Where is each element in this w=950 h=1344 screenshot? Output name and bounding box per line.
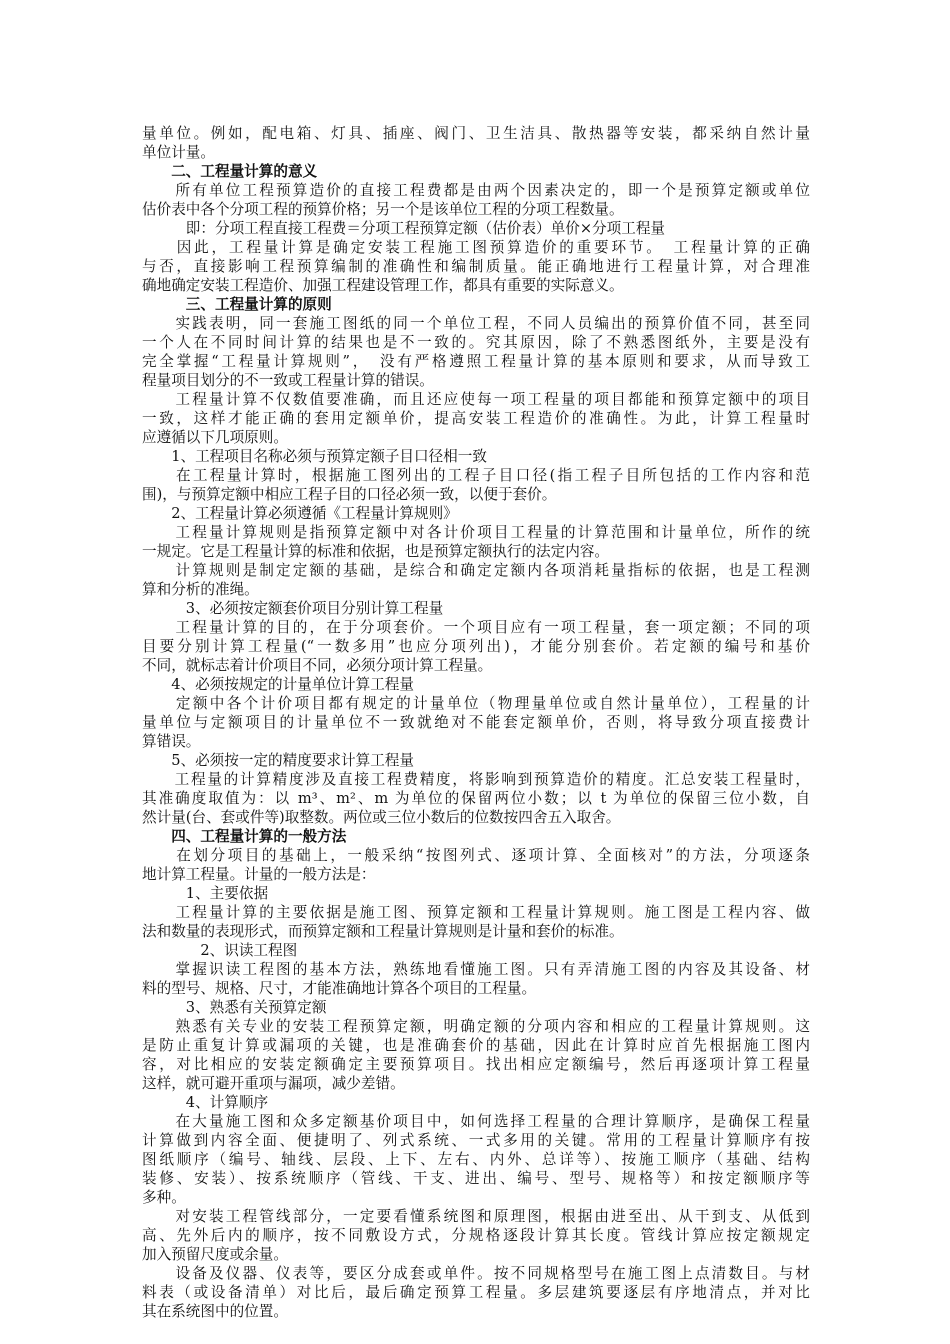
section-heading: 二、工程量计算的意义 [142, 163, 318, 180]
text-line: 掌握识读工程图的基本方法，熟练地看懂施工图。只有弄清施工图的内容及其设备、材 [142, 961, 810, 978]
text-line: 图纸顺序（编号、轴线、层段、上下、左右、内外、总详等）、按施工顺序（基础、结构 [142, 1151, 810, 1168]
text-line: 计算做到内容全面、便捷明了、列式系统、一式多用的关键。常用的工程量计算顺序有按 [142, 1132, 810, 1149]
text-line: 与否，直接影响工程预算编制的准确性和编制质量。能正确地进行工程量计算，对合理准 [142, 258, 810, 275]
text-line: 其在系统图中的位置。 [142, 1303, 288, 1320]
text-line: 是防止重复计算或漏项的关键，也是准确套价的基础，因此在计算时应首先根据施工图内 [142, 1037, 810, 1054]
text-line: 实践表明，同一套施工图纸的同一个单位工程，不同人员编出的预算价值不同，甚至同 [142, 315, 810, 332]
subsection-heading: 1、主要依据 [142, 885, 269, 902]
subsection-heading: 2、工程量计算必须遵循《工程量计算规则》 [142, 505, 458, 522]
text-line: 法和数量的表现形式，而预算定额和工程量计算规则是计量和套价的标准。 [142, 923, 624, 940]
subsection-heading: 2、识读工程图 [142, 942, 298, 959]
text-line: 料的型号、规格、尺寸，才能准确地计算各个项目的工程量。 [142, 980, 537, 997]
text-line: 工程量计算的目的，在于分项套价。一个项目应有一项工程量，套一项定额；不同的项 [142, 619, 810, 636]
text-line: 多种。 [142, 1189, 186, 1206]
text-line: 设备及仪器、仪表等，要区分成套或单件。按不同规格型号在施工图上点清数目。与材 [142, 1265, 810, 1282]
text-line: 装修、安装）、按系统顺序（管线、干支、进出、编号、型号、规格等）和按定额顺序等 [142, 1170, 810, 1187]
text-line: 熟悉有关专业的安装工程预算定额，明确定额的分项内容和相应的工程量计算规则。这 [142, 1018, 810, 1035]
text-line: 其准确度取值为：以 m³、m²、m 为单位的保留两位小数；以 t 为单位的保留三位小数，自 [142, 790, 810, 807]
text-line: 工程量计算规则是指预算定额中对各计价项目工程量的计算范围和计量单位，所作的统 [142, 524, 810, 541]
text-line: 工程量计算的主要依据是施工图、预算定额和工程量计算规则。施工图是工程内容、做 [142, 904, 810, 921]
section-heading: 四、工程量计算的一般方法 [142, 828, 347, 845]
text-line: 目要分别计算工程量(“一数多用”也应分项列出)，才能分别套价。若定额的编号和基价 [142, 638, 810, 655]
text-line: 算和分析的准绳。 [142, 581, 259, 598]
subsection-heading: 4、计算顺序 [142, 1094, 269, 1111]
text-line: 估价表中各个分项工程的预算价格；另一个是该单位工程的分项工程数量。 [142, 201, 624, 218]
text-line: 程量项目划分的不一致或工程量计算的错误。 [142, 372, 434, 389]
text-line: 确地确定安装工程造价、加强工程建设管理工作，都具有重要的实际意义。 [142, 277, 624, 294]
subsection-heading: 1、工程项目名称必须与预算定额子目口径相一致 [142, 448, 487, 465]
subsection-heading: 3、必须按定额套价项目分别计算工程量 [142, 600, 444, 617]
text-line: 算错误。 [142, 733, 201, 750]
text-line: 一规定。它是工程量计算的标准和依据，也是预算定额执行的法定内容。 [142, 543, 610, 560]
subsection-heading: 即：分项工程直接工程费＝分项工程预算定额（估价表）单价×分项工程量 [142, 220, 666, 237]
text-line: 在划分项目的基础上，一般采纳“按图列式、逐项计算、全面核对”的方法，分项逐条 [142, 847, 810, 864]
text-line: 这样，就可避开重项与漏项，减少差错。 [142, 1075, 405, 1092]
subsection-heading: 3、熟悉有关预算定额 [142, 999, 327, 1016]
text-line: 量单位。例如，配电箱、灯具、插座、阀门、卫生洁具、散热器等安装，都采纳自然计量 [142, 125, 810, 142]
text-line: 地计算工程量。计量的一般方法是： [142, 866, 376, 883]
section-heading: 三、工程量计算的原则 [142, 296, 332, 313]
text-line: 工程量的计算精度涉及直接工程费精度，将影响到预算造价的精度。汇总安装工程量时， [142, 771, 810, 788]
text-line: 在工程量计算时，根据施工图列出的工程子目口径(指工程子目所包括的工作内容和范 [142, 467, 810, 484]
text-line: 量单位与定额项目的计量单位不一致就绝对不能套定额单价，否则，将导致分项直接费计 [142, 714, 810, 731]
text-line: 所有单位工程预算造价的直接工程费都是由两个因素决定的，即一个是预算定额或单位 [142, 182, 810, 199]
text-line: 高、先外后内的顺序，按不同敷设方式，分规格逐段计算其长度。管线计算应按定额规定 [142, 1227, 810, 1244]
text-line: 不同，就标志着计价项目不同，必须分项计算工程量。 [142, 657, 493, 674]
text-line: 完全掌握“工程量计算规则”， 没有严格遵照工程量计算的基本原则和要求，从而导致工 [142, 353, 810, 370]
text-line: 容，对比相应的安装定额确定主要预算项目。找出相应定额编号，然后再逐项计算工程量 [142, 1056, 810, 1073]
text-line: 应遵循以下几项原则。 [142, 429, 288, 446]
text-line: 然计量(台、套或件等)取整数。两位或三位小数后的位数按四舍五入取舍。 [142, 809, 621, 826]
subsection-heading: 5、必须按一定的精度要求计算工程量 [142, 752, 414, 769]
text-line: 工程量计算不仅数值要准确，而且还应使每一项工程量的项目都能和预算定额中的项目 [142, 391, 810, 408]
text-line: 对安装工程管线部分，一定要看懂系统图和原理图，根据由进至出、从干到支、从低到 [142, 1208, 810, 1225]
text-line: 单位计量。 [142, 144, 215, 161]
text-line: 计算规则是制定定额的基础，是综合和确定定额内各项消耗量指标的依据，也是工程测 [142, 562, 810, 579]
text-line: 因此，工程量计算是确定安装工程施工图预算造价的重要环节。 工程量计算的正确 [142, 239, 810, 256]
text-line: 定额中各个计价项目都有规定的计量单位（物理量单位或自然计量单位），工程量的计 [142, 695, 810, 712]
text-line: 在大量施工图和众多定额基价项目中，如何选择工程量的合理计算顺序，是确保工程量 [142, 1113, 810, 1130]
document-page [142, 124, 810, 1321]
text-line: 料表（或设备清单）对比后，最后确定预算工程量。多层建筑要逐层有序地清点，并对比 [142, 1284, 810, 1301]
text-line: 一致，这样才能正确的套用定额单价，提高安装工程造价的准确性。为此，计算工程量时 [142, 410, 810, 427]
text-line: 围)，与预算定额中相应工程子目的口径必须一致，以便于套价。 [142, 486, 557, 503]
text-line: 一个人在不同时间计算的结果也是不一致的。究其原因，除了不熟悉图纸外，主要是没有 [142, 334, 810, 351]
subsection-heading: 4、必须按规定的计量单位计算工程量 [142, 676, 414, 693]
text-line: 加入预留尺度或余量。 [142, 1246, 288, 1263]
